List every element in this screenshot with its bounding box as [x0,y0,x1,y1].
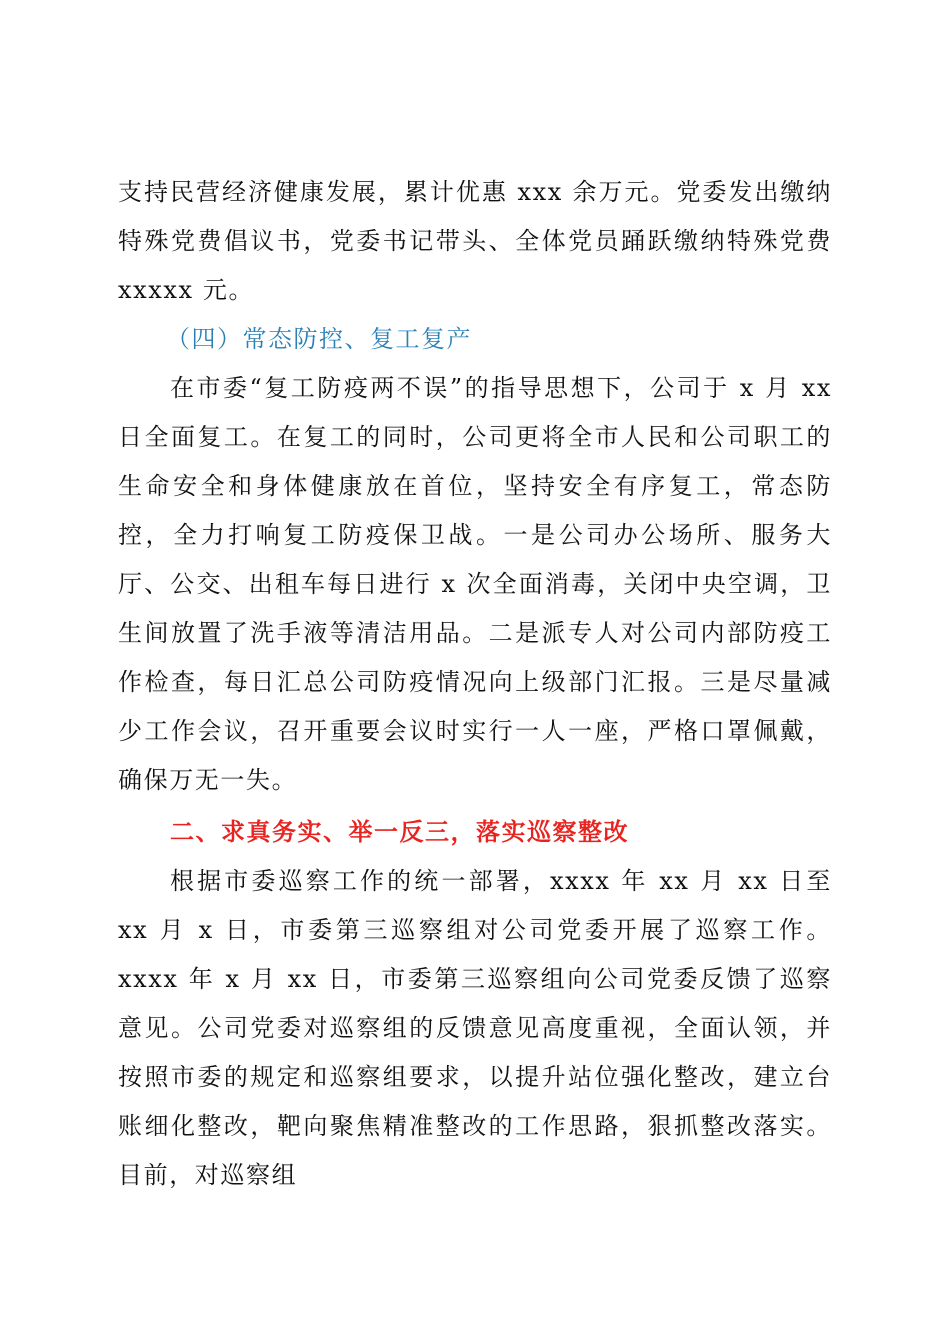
paragraph-inspection: 根据市委巡察工作的统一部署，xxxx 年 xx 月 xx 日至 xx 月 x 日，市委第三巡察组对公司党委开展了巡察工作。xxxx 年 x 月 xx 日，市委第三巡察组向公司党委反馈了巡察意见。公司党委对巡察组的反馈意见高度重视，全面认领，并按照市委的规定和巡察组要求，以提升站位强化整改，建立台账细化整改，靶向聚焦精准整改的工作思路，狠抓整改落实。目前，对巡察组 [118,867,832,1189]
paragraph-continuation: 支持民营经济健康发展，累计优惠 xxx 余万元。党委发出缴纳特殊党费倡议书，党委书记带头、全体党员踊跃缴纳特殊党费 xxxxx 元。 [118,178,832,304]
paragraph-resume-work: 在市委“复工防疫两不误”的指导思想下，公司于 x 月 xx 日全面复工。在复工的同时，公司更将全市人民和公司职工的生命安全和身体健康放在首位，坚持安全有序复工，常态防控，全力打响复工防疫保卫战。一是公司办公场所、服务大厅、公交、出租车每日进行 x 次全面消毒，关闭中央空调，卫生间放置了洗手液等清洁用品。二是派专人对公司内部防疫工作检查，每日汇总公司防疫情况向上级部门汇报。三是尽量减少工作会议，召开重要会议时实行一人一座，严格口罩佩戴，确保万无一失。 [118,374,832,794]
section-heading-inspection-rectification: 二、求真务实、举一反三，落实巡察整改 [170,818,629,846]
document-body [118,168,832,1200]
subheading-normalized-prevention: （四）常态防控、复工复产 [166,325,472,353]
